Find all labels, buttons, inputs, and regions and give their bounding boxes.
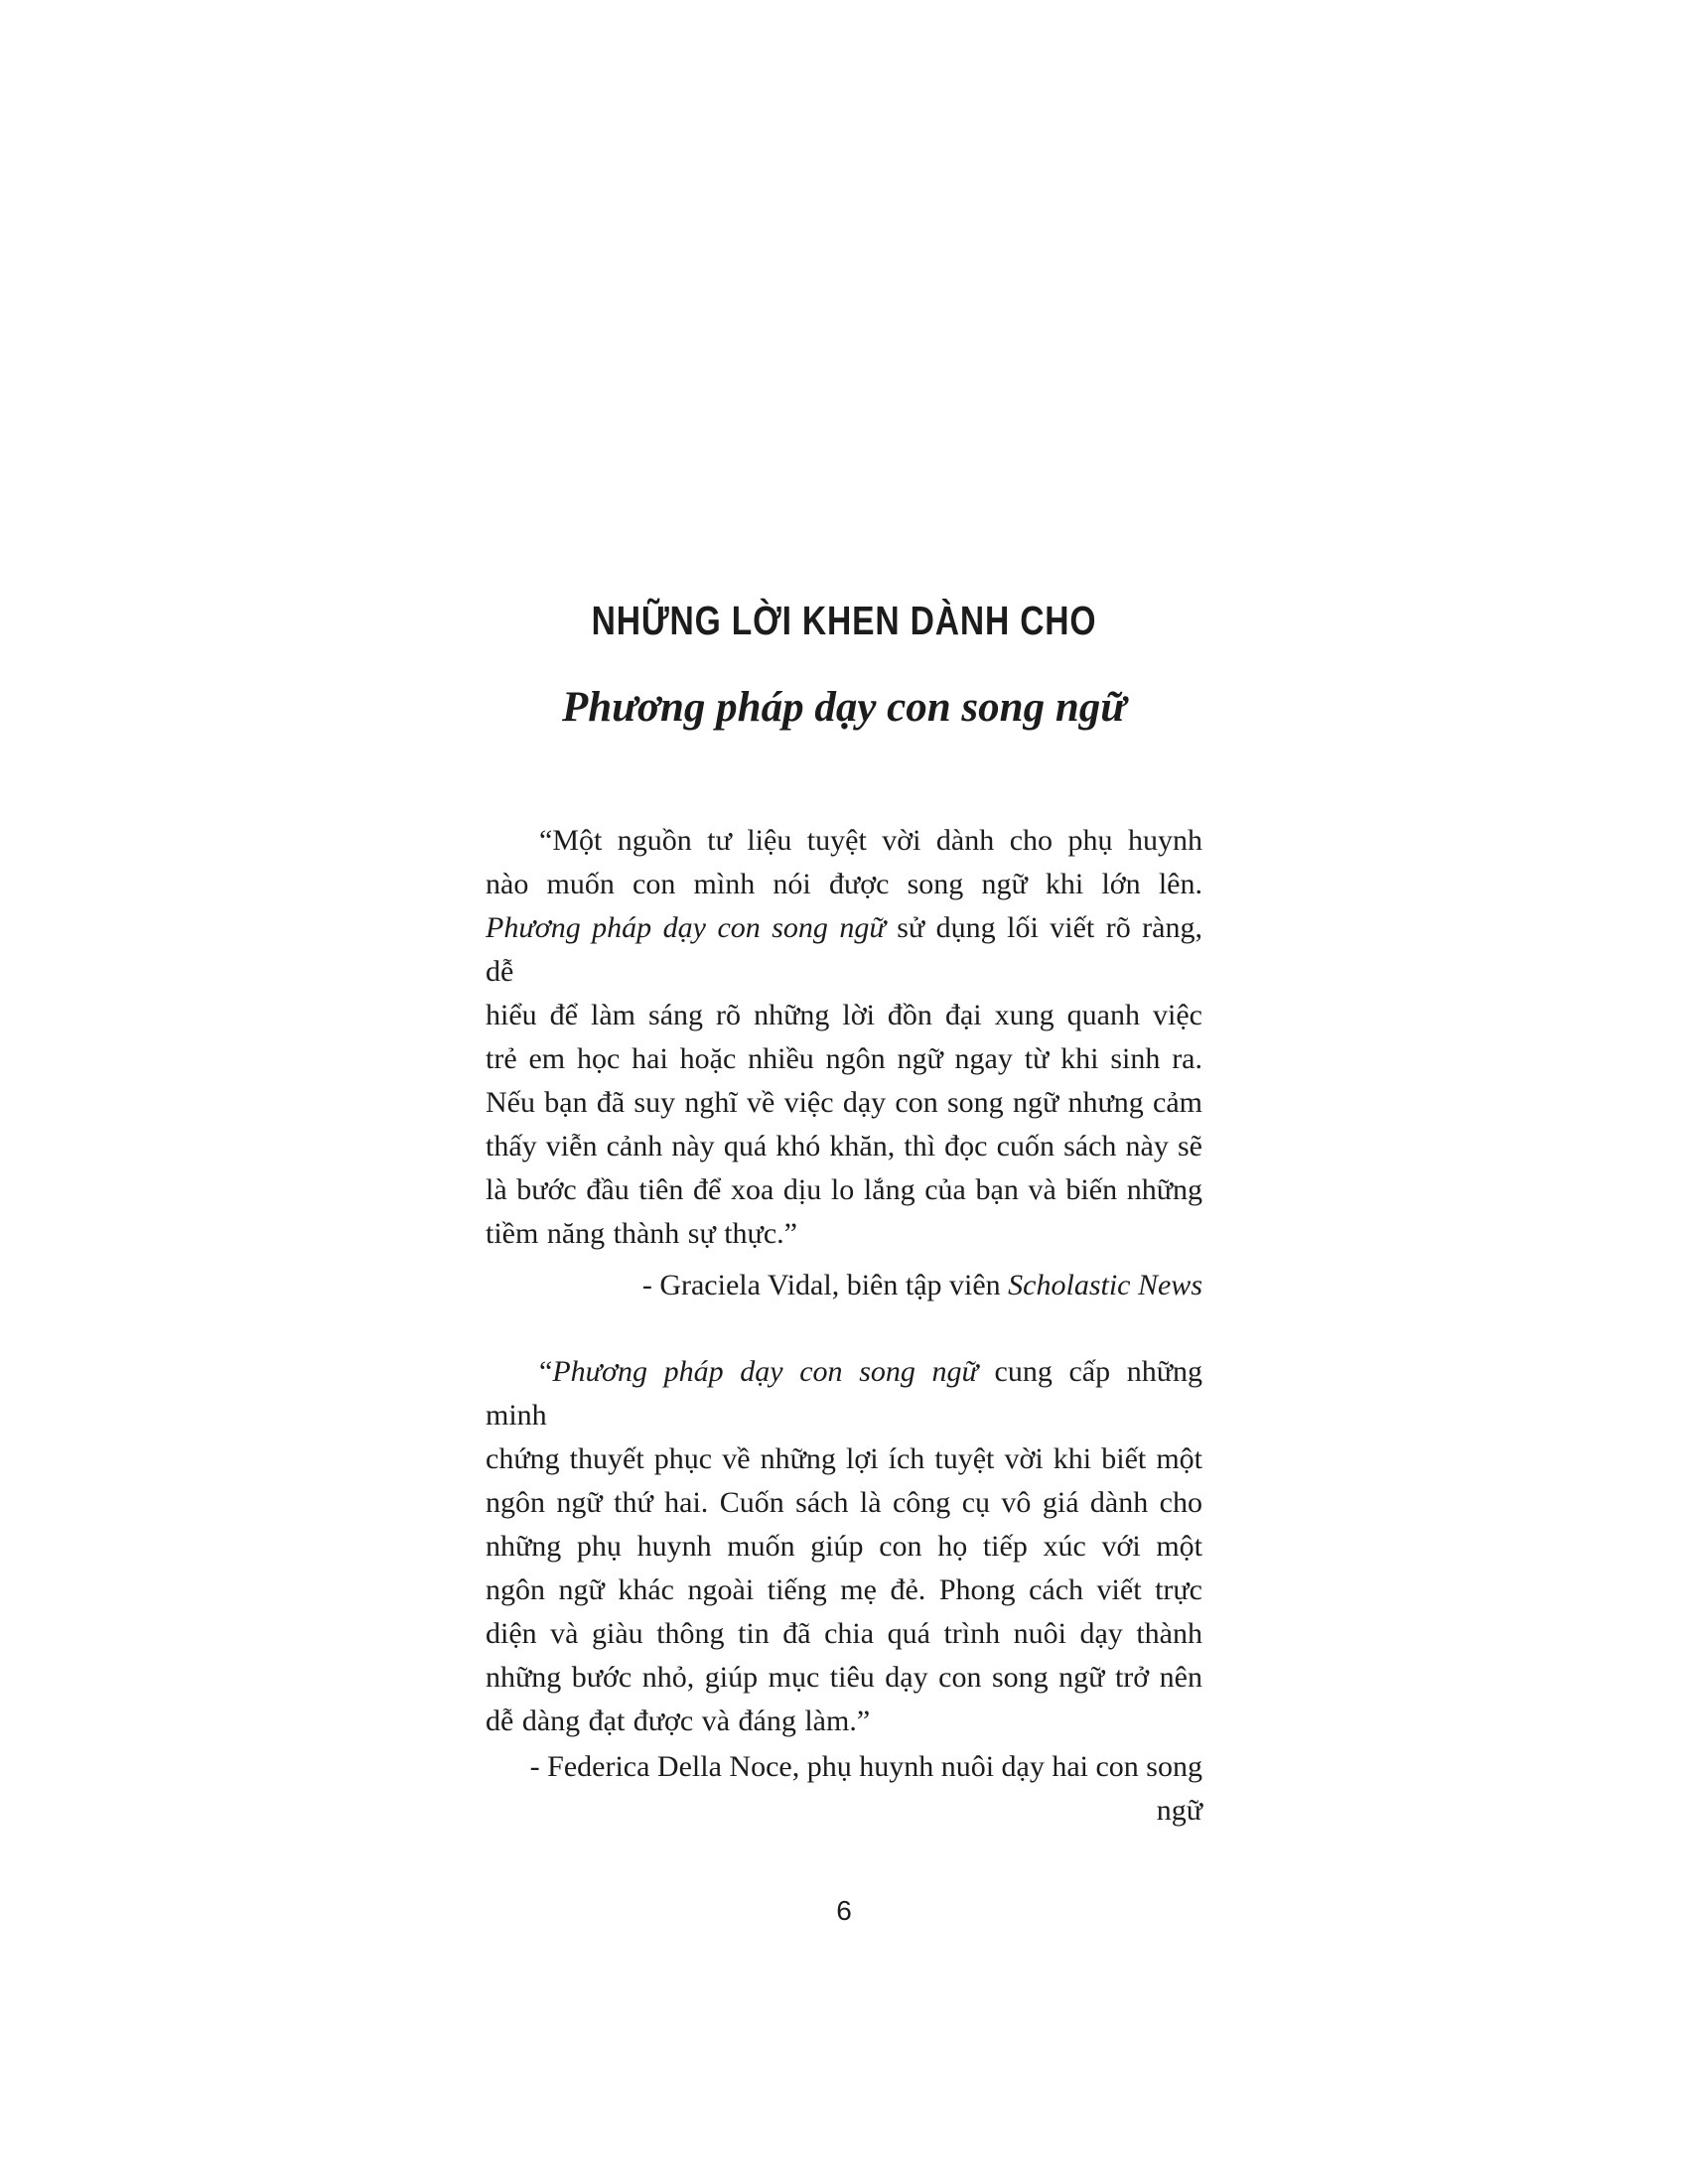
quote-text: - Federica Della Noce, phụ huynh nuôi dạy hai con song ngữ: [529, 1750, 1202, 1827]
quote-text: hiểu để làm sáng rõ những lời đồn đại xung quanh việc: [486, 999, 1202, 1031]
book-page: [486, 0, 1202, 1927]
quote-text: nào muốn con mình nói được song ngữ khi lớn lên.: [486, 868, 1202, 900]
quote-text: Nếu bạn đã suy nghĩ về việc dạy con song ngữ nhưng cảm: [486, 1086, 1202, 1119]
quote-text: “: [539, 1355, 553, 1388]
quote-text: chứng thuyết phục về những lợi ích tuyệt vời khi biết một: [486, 1442, 1202, 1475]
quote-text: ngôn ngữ thứ hai. Cuốn sách là công cụ vô giá dành cho: [486, 1486, 1202, 1519]
quote-line: [486, 1612, 1202, 1656]
quote-line: [486, 1081, 1202, 1125]
quote-text: ngôn ngữ khác ngoài tiếng mẹ đẻ. Phong cách viết trực: [486, 1573, 1202, 1606]
quote-text: “Một nguồn tư liệu tuyệt vời dành cho phụ huynh: [539, 824, 1202, 857]
quote-text: - Graciela Vidal, biên tập viên: [641, 1269, 1009, 1301]
quote-line: [486, 1437, 1202, 1481]
quote-line: [486, 906, 1202, 994]
quote-line: [486, 1212, 1202, 1256]
praise-heading: NHỮNG LỜI KHEN DÀNH CHO: [591, 598, 1097, 643]
book-title-reference: Phương pháp dạy con song ngữ: [486, 911, 886, 944]
quote-text: cung cấp những minh: [486, 1355, 1202, 1432]
quote-text: trẻ em học hai hoặc nhiều ngôn ngữ ngay từ khi sinh ra.: [486, 1042, 1202, 1075]
page-number: 6: [836, 1895, 852, 1926]
praise-quotes-section: [486, 819, 1202, 1833]
quote-line: [486, 1168, 1202, 1212]
quote-line: [486, 1656, 1202, 1700]
quote-line: [486, 1125, 1202, 1168]
quote-line: [486, 1350, 1202, 1437]
quote-attribution: [486, 1264, 1202, 1307]
quote-text: những bước nhỏ, giúp mục tiêu dạy con song ngữ trở nên: [486, 1661, 1202, 1694]
quote-attribution: [486, 1745, 1202, 1833]
praise-quote: [486, 819, 1202, 1307]
quote-line: [486, 1700, 1202, 1743]
quote-text: sử dụng lối viết rõ ràng, dễ: [486, 911, 1202, 988]
book-title-reference: Scholastic News: [1008, 1269, 1202, 1301]
quote-text: là bước đầu tiên để xoa dịu lo lắng của bạn và biến những: [486, 1173, 1202, 1206]
quote-line: [486, 1569, 1202, 1612]
quote-line: [486, 1525, 1202, 1569]
quote-line: [486, 819, 1202, 863]
quote-text: tiềm năng thành sự thực.”: [486, 1217, 797, 1250]
quote-text: thấy viễn cảnh này quá khó khăn, thì đọc cuốn sách này sẽ: [486, 1130, 1202, 1162]
quote-line: [486, 1037, 1202, 1081]
quote-line: [486, 994, 1202, 1037]
quote-text: dễ dàng đạt được và đáng làm.”: [486, 1705, 871, 1737]
quote-text: những phụ huynh muốn giúp con họ tiếp xúc với một: [486, 1530, 1202, 1563]
book-title-reference: Phương pháp dạy con song ngữ: [552, 1355, 978, 1388]
book-title: Phương pháp dạy con song ngữ: [561, 684, 1126, 731]
praise-quote: [486, 1350, 1202, 1833]
quote-line: [486, 863, 1202, 906]
quote-text: diện và giàu thông tin đã chia quá trình nuôi dạy thành: [486, 1617, 1202, 1650]
quote-line: [486, 1481, 1202, 1525]
